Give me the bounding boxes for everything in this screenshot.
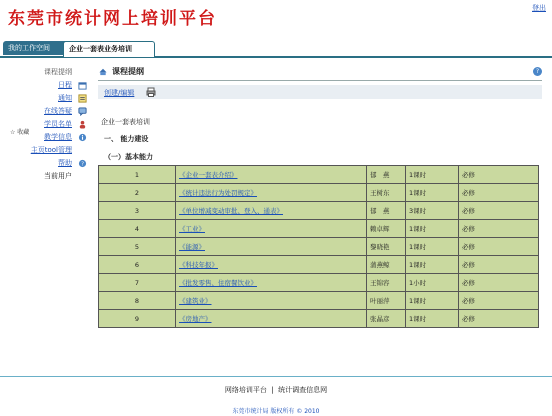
logout-link[interactable]: 登出	[532, 4, 546, 12]
people-icon	[78, 120, 87, 129]
footer-link-survey[interactable]: 统计调查信息网	[278, 386, 328, 394]
row-number: 1	[134, 170, 140, 179]
favorites-label: ☆ 收藏	[10, 129, 30, 136]
cell-hours	[406, 256, 459, 274]
cell-course-type	[459, 184, 539, 202]
cell-course-type	[459, 256, 539, 274]
teacher: 叶丽萍	[370, 297, 390, 305]
cell-teacher	[367, 292, 406, 310]
course-link[interactable]: 《建筑业》	[179, 297, 212, 305]
cell-teacher	[367, 310, 406, 328]
row-number: 5	[134, 242, 140, 251]
table-row	[99, 310, 539, 328]
course-link[interactable]: 《批发零售、住宿餐饮业》	[179, 279, 257, 287]
sidebar-item-notice[interactable]	[0, 92, 92, 105]
course-type: 必修	[462, 297, 475, 305]
table-row	[99, 292, 539, 310]
cell-course-link	[176, 292, 367, 310]
cell-hours	[406, 274, 459, 292]
teacher: 王锦容	[370, 279, 390, 287]
table-row	[99, 238, 539, 256]
sidebar-item-label[interactable]: 主页tool管理	[30, 146, 72, 154]
footer-links	[0, 385, 552, 395]
help-icon	[78, 159, 87, 168]
table-row	[99, 184, 539, 202]
table-row	[99, 256, 539, 274]
course-link[interactable]: 《能源》	[179, 243, 205, 251]
cell-teacher	[367, 256, 406, 274]
sidebar-item-label[interactable]: 学员名单	[44, 120, 72, 128]
cell-row-number	[99, 256, 176, 274]
svg-text:?: ?	[81, 161, 84, 168]
tab-my-workspace[interactable]: 我的工作空间	[3, 41, 68, 55]
sidebar-item-schedule[interactable]	[0, 79, 92, 92]
cell-course-link	[176, 256, 367, 274]
cell-row-number	[99, 202, 176, 220]
cell-course-link	[176, 202, 367, 220]
hours: 1课时	[409, 243, 427, 251]
course-link[interactable]: 《单位增减变动审批、登入、通表》	[179, 207, 283, 215]
cell-hours	[406, 220, 459, 238]
cell-row-number	[99, 310, 176, 328]
cell-hours	[406, 202, 459, 220]
hours: 3课时	[409, 207, 427, 215]
course-type: 必修	[462, 225, 475, 233]
course-link[interactable]: 《统计违法行为处罚规定》	[179, 189, 257, 197]
table-row	[99, 202, 539, 220]
row-number: 6	[134, 260, 140, 269]
hours: 1课时	[409, 297, 427, 305]
teacher: 张晶彦	[370, 315, 390, 323]
course-type: 必修	[462, 243, 475, 251]
row-number: 9	[134, 314, 140, 323]
cell-course-type	[459, 202, 539, 220]
cell-teacher	[367, 274, 406, 292]
sidebar-item-label[interactable]: 在线答疑	[44, 107, 72, 115]
sidebar-item-qa[interactable]	[0, 105, 92, 118]
teacher: 郁 燕	[370, 171, 390, 179]
cell-hours	[406, 166, 459, 184]
calendar-icon	[78, 81, 87, 90]
row-number: 4	[134, 224, 140, 233]
course-type: 必修	[462, 171, 475, 179]
current-users-label: 当前用户	[44, 172, 72, 180]
sidebar-item-help[interactable]	[0, 157, 92, 170]
course-table	[98, 165, 539, 328]
sidebar-heading: 课程提纲	[44, 68, 72, 76]
footer-link-platform[interactable]: 网络培训平台	[224, 386, 267, 394]
sidebar-item-label[interactable]: 通知	[58, 94, 72, 102]
course-name: 企业一套表培训	[101, 118, 150, 126]
cell-hours	[406, 310, 459, 328]
course-link[interactable]: 《科技年报》	[179, 261, 218, 269]
cell-course-type	[459, 292, 539, 310]
hours: 1小时	[409, 279, 427, 287]
cell-hours	[406, 292, 459, 310]
cell-row-number	[99, 238, 176, 256]
info-icon	[78, 133, 87, 142]
hours: 1课时	[409, 225, 427, 233]
cell-course-type	[459, 220, 539, 238]
sidebar-item-home-tool[interactable]	[0, 144, 92, 157]
hours: 1课时	[409, 171, 427, 179]
hours: 1课时	[409, 315, 427, 323]
cell-course-type	[459, 166, 539, 184]
notice-icon	[78, 94, 87, 103]
tab-bar	[0, 41, 552, 58]
course-type: 必修	[462, 279, 475, 287]
cell-hours	[406, 184, 459, 202]
cell-row-number	[99, 292, 176, 310]
cell-course-type	[459, 238, 539, 256]
cell-teacher	[367, 184, 406, 202]
site-title: 东莞市统计网上培训平台	[8, 9, 217, 29]
course-link[interactable]: 《企业一套表介绍》	[179, 171, 238, 179]
hours: 1课时	[409, 261, 427, 269]
header	[0, 0, 552, 40]
section-heading-2: （一）基本能力	[104, 153, 153, 161]
tab-enterprise-training[interactable]: 企业一套表业务培训	[63, 41, 155, 57]
footer-divider	[0, 376, 552, 377]
help-icon[interactable]: ?	[533, 67, 542, 76]
cell-teacher	[367, 220, 406, 238]
cell-course-type	[459, 274, 539, 292]
hours: 1课时	[409, 189, 427, 197]
cell-hours	[406, 238, 459, 256]
cell-teacher	[367, 166, 406, 184]
course-link[interactable]: 《房地产》	[179, 315, 212, 323]
row-number: 2	[134, 188, 140, 197]
teacher: 赖卓辉	[370, 225, 390, 233]
section-heading-1: 一、 能力建设	[104, 135, 149, 143]
cell-course-link	[176, 184, 367, 202]
sidebar	[0, 66, 92, 183]
sidebar-item-label[interactable]: 帮助	[58, 159, 72, 167]
cell-row-number	[99, 220, 176, 238]
cell-row-number	[99, 166, 176, 184]
main-content	[98, 64, 542, 323]
course-type: 必修	[462, 261, 475, 269]
cell-teacher	[367, 238, 406, 256]
page-title: 课程提纲	[112, 67, 144, 76]
table-row	[99, 166, 539, 184]
course-type: 必修	[462, 315, 475, 323]
table-row	[99, 274, 539, 292]
toolbar	[98, 85, 542, 99]
cell-course-link	[176, 166, 367, 184]
cell-course-link	[176, 310, 367, 328]
cell-row-number	[99, 184, 176, 202]
row-number: 8	[134, 296, 140, 305]
cell-teacher	[367, 202, 406, 220]
table-row	[99, 220, 539, 238]
cell-row-number	[99, 274, 176, 292]
course-type: 必修	[462, 189, 475, 197]
qa-icon	[78, 107, 87, 116]
cell-course-type	[459, 310, 539, 328]
cell-course-link	[176, 220, 367, 238]
cell-course-link	[176, 238, 367, 256]
teacher: 郁 燕	[370, 207, 390, 215]
course-link[interactable]: 《工业》	[179, 225, 205, 233]
teacher: 蒲燕鲸	[370, 261, 390, 269]
teacher: 黎晓艳	[370, 243, 390, 251]
sidebar-item-label[interactable]: 教学信息	[44, 133, 72, 141]
create-edit-link[interactable]: 创建/编辑	[104, 89, 135, 97]
cell-course-link	[176, 274, 367, 292]
row-number: 7	[134, 278, 140, 287]
main-header	[98, 64, 542, 81]
print-icon[interactable]	[146, 87, 156, 97]
favorites-text: 收藏	[17, 129, 30, 136]
course-type: 必修	[462, 207, 475, 215]
copyright: 东莞市统计局 版权所有 © 2010	[232, 408, 320, 415]
sidebar-item-label[interactable]: 日程	[58, 81, 72, 89]
syllabus-icon	[98, 67, 108, 76]
footer-separator: |	[271, 386, 274, 394]
teacher: 王树东	[370, 189, 390, 197]
row-number: 3	[134, 206, 140, 215]
